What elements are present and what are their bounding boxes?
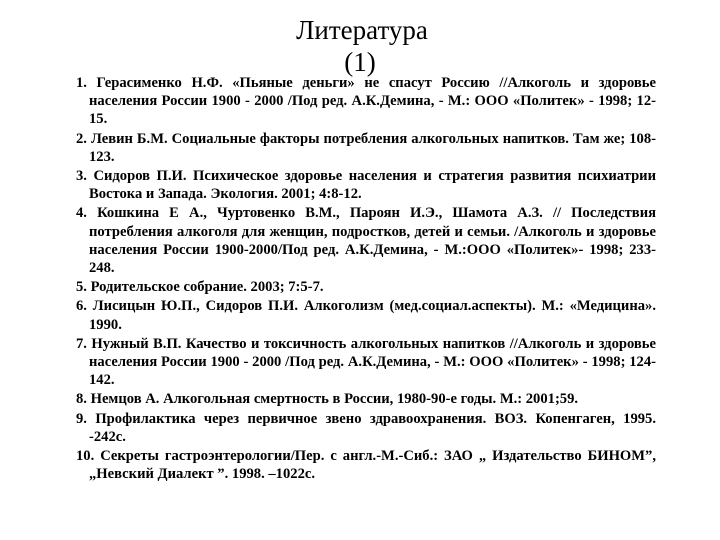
reference-item: 3. Сидоров П.И. Психическое здоровье населения и стратегия развития психиатрии Востока и Запада. Экология. 2001; 4:8-12. — [76, 168, 656, 203]
reference-item: 8. Немцов А. Алкогольная смертность в России, 1980-90-е годы. М.: 2001;59. — [76, 391, 579, 408]
reference-item: 9. Профилактика через первичное звено здравоохранения. ВОЗ. Копенгаген, 1995. -242с. — [76, 410, 656, 445]
slide-title-number: (1) — [344, 47, 376, 77]
reference-list — [76, 74, 656, 483]
reference-item: 10. Секреты гастроэнтерологии/Пер. с англ.-М.-Сиб.: ЗАО „ Издательство БИНОМ”, „Невский Диалект ”. 1998. –1022с. — [76, 448, 656, 483]
reference-item: 4. Кошкина Е А., Чуртовенко В.М., Пароян И.Э., Шамота А.З. // Последствия потребления алкоголя для женщин, подростков, детей и семьи. /Алкоголь и здоровье населения России 1900-2000/Под ред. А.К.Демина, - М.:ООО «Политек»- 1998; 233-248. — [76, 205, 656, 277]
reference-item: 1. Герасименко Н.Ф. «Пьяные деньги» не спасут Россию //Алкоголь и здоровье населения России 1900 - 2000 /Под ред. А.К.Демина, - М.: ООО «Политек» - 1998; 12-15. — [76, 75, 656, 128]
reference-item: 5. Родительское собрание. 2003; 7:5-7. — [76, 279, 324, 296]
reference-item: 2. Левин Б.М. Социальные факторы потребления алкогольных напитков. Там же; 108-123. — [76, 130, 656, 165]
reference-item: 7. Нужный В.П. Качество и токсичность алкогольных напитков //Алкоголь и здоровье населения России 1900 - 2000 /Под ред. А.К.Демина, - М.: ООО «Политек» - 1998; 124-142. — [76, 335, 656, 389]
slide-title: Литература — [296, 15, 428, 45]
reference-item: 6. Лисицын Ю.П., Сидоров П.И. Алкоголизм (мед.социал.аспекты). М.: «Медицина». 1990. — [76, 298, 656, 333]
